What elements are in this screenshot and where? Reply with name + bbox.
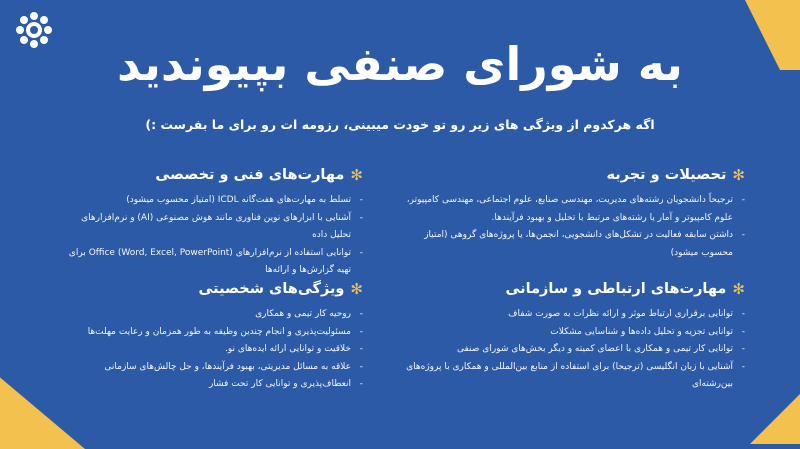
- asterisk-icon: ✻: [732, 165, 745, 184]
- section-title: ویژگی‌های شخصیتی: [198, 281, 345, 297]
- list-item: - توانایی تجزیه و تحلیل داده‌ها و شناسایی مشکلات: [405, 324, 745, 342]
- page-subtitle: اگه هرکدوم از ویژگی های زیر رو تو خودت میبینی، رزومه ات رو برای ما بفرست :): [145, 117, 655, 132]
- list-item: - تسلط به مهارت‌های هفت‌گانه ICDL (امتیاز محسوب میشود): [63, 192, 363, 210]
- section-list: [405, 192, 745, 262]
- list-item: - توانایی استفاده از نرم‌افزارهای Office (Word, Excel, PowerPoint) برای تهیه گزارش‌ها و ارائه‌ها: [63, 245, 363, 280]
- list-item: - مسئولیت‌پذیری و انجام چندین وظیفه به طور همزمان و رعایت مهلت‌ها: [63, 324, 363, 342]
- section-technical-skills: [63, 164, 363, 280]
- list-item: - آشنایی با ابزارهای نوین فناوری مانند هوش مصنوعی (AI) و نرم‌افزارهای تحلیل داده: [63, 210, 363, 245]
- section-title: مهارت‌های فنی و تخصصی: [155, 167, 345, 183]
- section-title: مهارت‌های ارتباطی و سازمانی: [505, 281, 727, 297]
- section-list: [405, 306, 745, 394]
- list-item: - ترجیحاً دانشجویان رشته‌های مدیریت، مهندسی صنایع، علوم اجتماعی، مهندسی کامپیوتر، علوم کامپیوتر و آمار یا رشته‌های مرتبط با تحلیل و بهبود فرآیندها.: [405, 192, 745, 227]
- list-item: - توانایی برقراری ارتباط موثر و ارائه نظرات به صورت شفاف: [405, 306, 745, 324]
- section-personality-traits: [63, 278, 363, 394]
- section-list: [63, 192, 363, 280]
- list-item: - آشنایی با زبان انگلیسی (ترجیحا) برای استفاده از منابع بین‌المللی و همکاری با پروژه‌های بین‌رشته‌ای: [405, 359, 745, 394]
- list-item: - توانایی کار تیمی و همکاری با اعضای کمیته و دیگر بخش‌های شورای صنفی: [405, 341, 745, 359]
- list-item: - علاقه به مسائل مدیریتی، بهبود فرآیندها، و حل چالش‌های سازمانی: [63, 359, 363, 377]
- section-communication-skills: [405, 278, 745, 394]
- section-list: [63, 306, 363, 394]
- list-item: - روحیه کار تیمی و همکاری: [63, 306, 363, 324]
- section-title: تحصیلات و تجربه: [606, 167, 727, 183]
- list-item: - انعطاف‌پذیری و توانایی کار تحت فشار: [63, 376, 363, 394]
- asterisk-icon: ✻: [732, 279, 745, 298]
- asterisk-icon: ✻: [350, 279, 363, 298]
- list-item: - داشتن سابقه فعالیت در تشکل‌های دانشجویی، انجمن‌ها، یا پروژه‌های گروهی (امتیاز محسوب میشود): [405, 227, 745, 262]
- page-title: به شورای صنفی بپیوندید: [117, 37, 683, 91]
- section-education-experience: [405, 164, 745, 262]
- asterisk-icon: ✻: [350, 165, 363, 184]
- list-item: - خلاقیت و توانایی ارائه ایده‌های نو.: [63, 341, 363, 359]
